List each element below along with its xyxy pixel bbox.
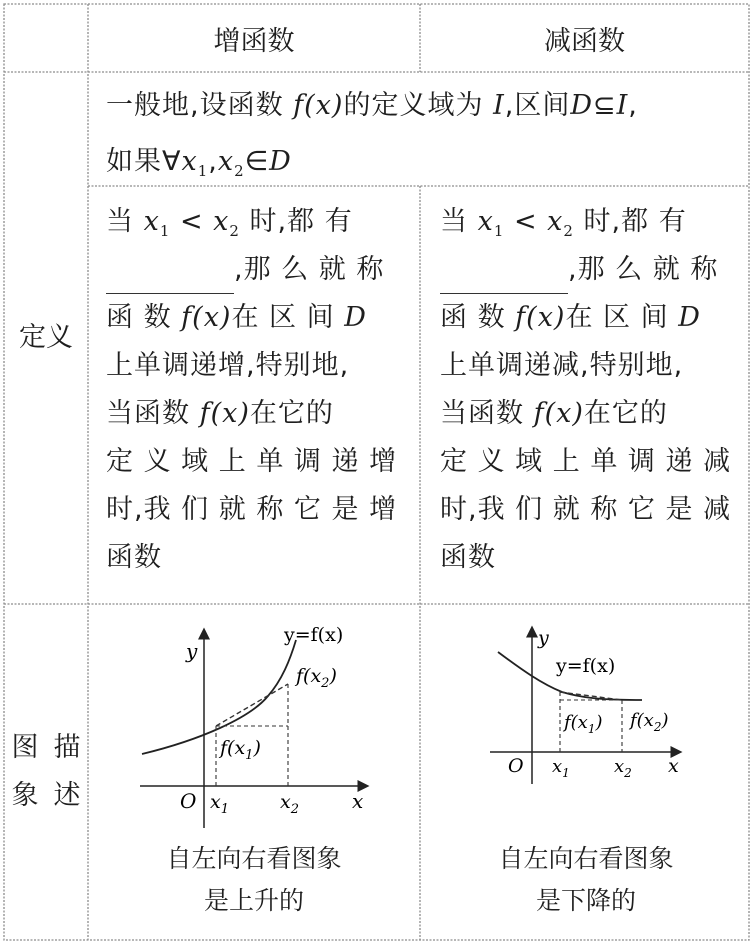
increasing-curve	[142, 640, 296, 754]
header-decreasing: 减函数	[544, 25, 625, 57]
decreasing-caption: 自左向右看图象 是下降的	[498, 844, 674, 915]
fx2-label: $f(x_2)$	[630, 710, 669, 734]
x-axis-label: x	[668, 755, 679, 777]
row-label-definition: 定义	[19, 322, 73, 353]
secant-line	[216, 684, 288, 726]
curve-label: y=f(x)	[556, 655, 616, 677]
y-axis-label: y	[186, 639, 198, 663]
curve-label: y=f(x)	[284, 624, 344, 646]
increasing-definition: 当 $x_1 < x_2$ 时,都 有 ,那 么 就 称 函 数 f(x)在 区 间 D 上单调递增,特别地, 当函数 f(x)在它的 定 义 域 上 单 调 递 增 时,我 们 就 称 它 是 增 函数	[106, 206, 398, 573]
x2-label: $x_2$	[280, 791, 299, 817]
fx1-label: $f(x_1)$	[220, 737, 261, 763]
increasing-graph	[120, 618, 380, 833]
origin-label: O	[508, 755, 524, 777]
y-axis-label: y	[538, 627, 549, 649]
answer-blank[interactable]	[106, 265, 234, 294]
x2-label: $x_2$	[614, 756, 632, 780]
decreasing-definition: 当 $x_1 < x_2$ 时,都 有 ,那 么 就 称 函 数 f(x)在 区 间 D 上单调递减,特别地, 当函数 f(x)在它的 定 义 域 上 单 调 递 减 时,我 们 就 称 它 是 减 函数	[440, 206, 732, 573]
fx2-label: $f(x_2)$	[296, 665, 337, 691]
increasing-caption: 自左向右看图象 是上升的	[166, 844, 342, 915]
answer-blank[interactable]	[440, 265, 568, 294]
decreasing-graph	[482, 622, 702, 787]
definition-intro: 一般地,设函数 f(x)的定义域为 I,区间D⊆I, 如果$\forall x_1,x_2\in D$	[106, 90, 638, 180]
x1-label: $x_1$	[552, 756, 570, 780]
row-label-graph: 图象 描述	[11, 732, 81, 811]
origin-label: O	[180, 789, 197, 813]
x-axis-label: x	[352, 789, 364, 813]
fx1-label: $f(x_1)$	[564, 712, 603, 736]
x1-label: $x_1$	[210, 791, 229, 817]
header-increasing: 增函数	[213, 25, 295, 57]
